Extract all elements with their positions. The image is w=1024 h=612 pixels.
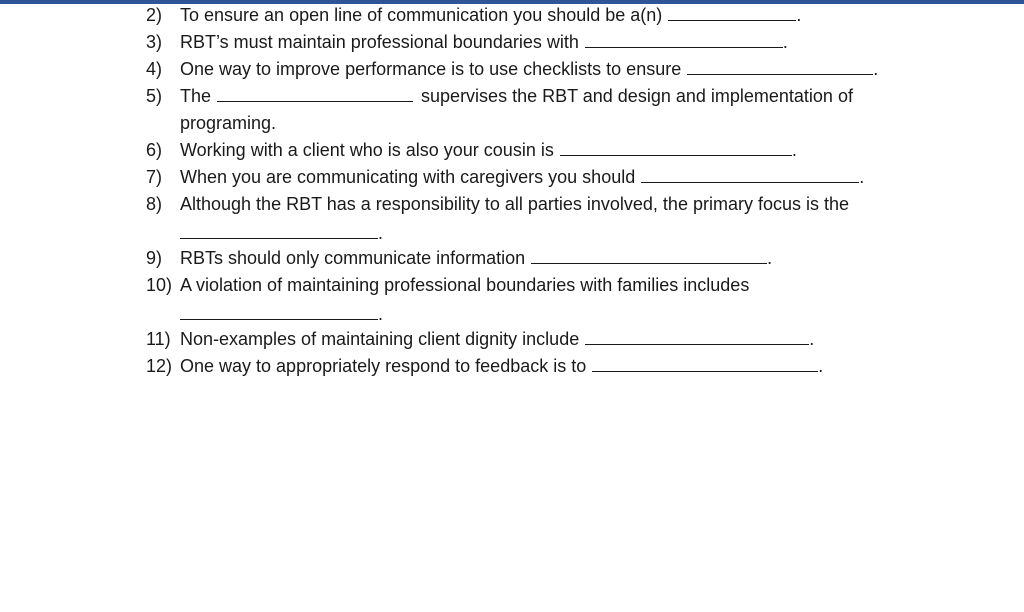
- question-continuation: [174, 302, 383, 326]
- answer-blank[interactable]: [180, 305, 378, 320]
- question-number: 11): [146, 329, 171, 349]
- question-number: 8): [146, 194, 163, 214]
- question-end-punct: .: [767, 248, 773, 268]
- question-number: 10): [146, 275, 173, 295]
- question-text: [180, 138, 797, 162]
- question-prompt: The: [180, 86, 212, 106]
- question-number: 6): [146, 140, 163, 160]
- question-text: A violation of maintaining professional boundaries with families includes: [180, 275, 750, 295]
- answer-blank[interactable]: [668, 6, 796, 21]
- question-prompt: RBT’s must maintain professional boundaries with: [180, 32, 579, 52]
- question-end-punct: .: [791, 140, 797, 160]
- question-prompt: Non-examples of maintaining client dignity include: [180, 329, 580, 349]
- question-text: [180, 84, 853, 108]
- question-continuation: [174, 221, 383, 245]
- question-end-punct: .: [378, 223, 384, 243]
- question-text: [180, 3, 801, 27]
- question-text: Although the RBT has a responsibility to all parties involved, the primary focus is the: [180, 194, 850, 214]
- question-number: 3): [146, 32, 163, 52]
- question-text: [180, 30, 788, 54]
- answer-blank[interactable]: [560, 141, 792, 156]
- answer-blank[interactable]: [585, 33, 783, 48]
- question-prompt: Working with a client who is also your cousin is: [180, 140, 554, 160]
- question-text: [180, 246, 772, 270]
- answer-blank[interactable]: [217, 87, 413, 102]
- answer-blank[interactable]: [585, 330, 809, 345]
- question-prompt: To ensure an open line of communication you should be a(n): [180, 5, 663, 25]
- question-end-punct: .: [818, 356, 824, 376]
- question-text: [180, 354, 823, 378]
- question-end-punct: .: [782, 32, 788, 52]
- question-continuation: programing.: [180, 113, 277, 133]
- question-number: 9): [146, 248, 163, 268]
- question-end-punct: .: [809, 329, 815, 349]
- question-prompt-continued: supervises the RBT and design and implementation of: [421, 86, 853, 106]
- question-text: [180, 57, 878, 81]
- question-text: [180, 327, 814, 351]
- question-number: 5): [146, 86, 163, 106]
- question-number: 4): [146, 59, 163, 79]
- question-end-punct: .: [796, 5, 802, 25]
- question-prompt: When you are communicating with caregivers you should: [180, 167, 636, 187]
- question-number: 12): [146, 356, 173, 376]
- question-prompt: One way to appropriately respond to feedback is to: [180, 356, 587, 376]
- answer-blank[interactable]: [641, 168, 859, 183]
- question-prompt: RBTs should only communicate information: [180, 248, 526, 268]
- answer-blank[interactable]: [531, 249, 767, 264]
- question-end-punct: .: [859, 167, 865, 187]
- answer-blank[interactable]: [687, 60, 873, 75]
- question-end-punct: .: [378, 304, 384, 324]
- question-text: [180, 165, 864, 189]
- question-prompt: One way to improve performance is to use checklists to ensure: [180, 59, 682, 79]
- question-number: 2): [146, 5, 163, 25]
- answer-blank[interactable]: [180, 224, 378, 239]
- question-number: 7): [146, 167, 163, 187]
- answer-blank[interactable]: [592, 357, 818, 372]
- question-end-punct: .: [873, 59, 879, 79]
